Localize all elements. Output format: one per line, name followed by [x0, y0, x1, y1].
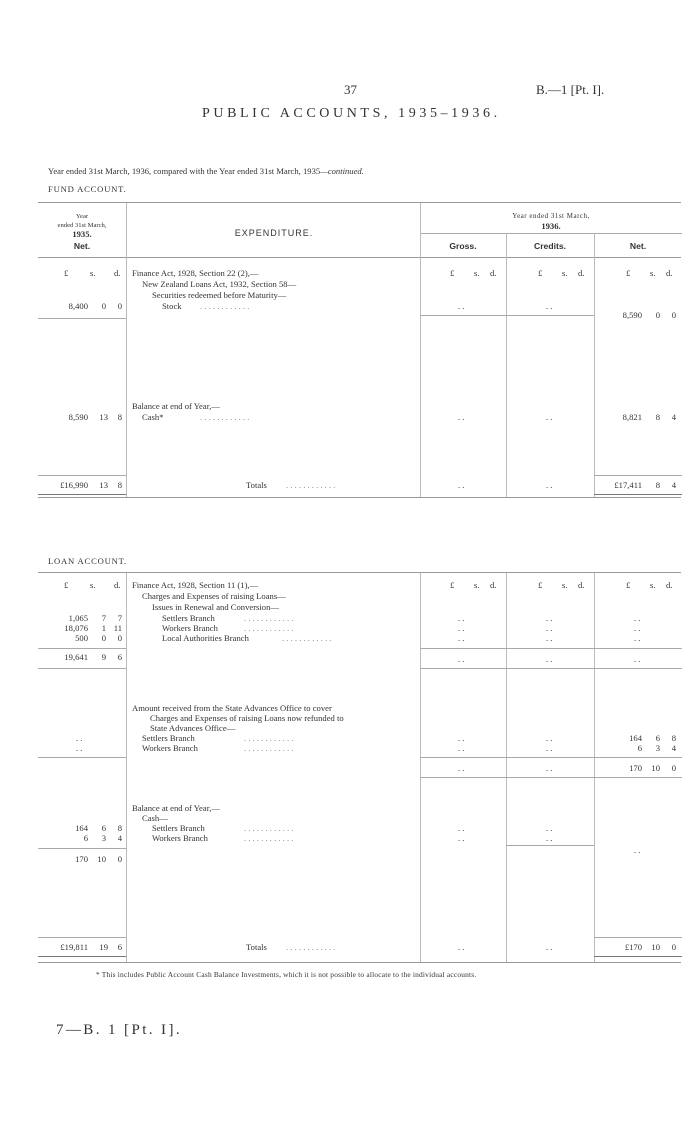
year-prev-l2: ended 31st March,	[57, 222, 107, 229]
year-prev-l1: Year	[75, 213, 89, 220]
fund-bottom-rule	[38, 497, 681, 498]
loan-totals-bottom-rule-net	[594, 956, 682, 957]
header-split-rule	[420, 233, 682, 234]
amount-pounds: 8,400	[68, 301, 88, 311]
loan-credits-bal-workers: . .	[546, 833, 553, 843]
loan-gross-bal-workers: . .	[458, 833, 465, 843]
amount-pounds: £170	[624, 942, 642, 952]
loan-local-label: Local Authorities Branch	[162, 633, 249, 643]
loan-totals-bottom-rule	[38, 956, 126, 957]
col-rule	[420, 203, 421, 497]
loan-workers-leader: . . . . . . . . . . . .	[244, 623, 294, 633]
page-title: PUBLIC ACCOUNTS, 1935–1936.	[202, 106, 501, 121]
loan-totals-top-rule	[38, 937, 126, 938]
col-rule	[126, 203, 127, 497]
loan-account-heading: LOAN ACCOUNT.	[48, 556, 127, 566]
loan-totals-top-rule-net	[594, 937, 682, 938]
shilling-sign: s.	[474, 580, 480, 590]
amount-pence: 4	[671, 480, 676, 490]
col-rule	[506, 573, 507, 963]
amount-pounds: £16,990	[60, 480, 88, 490]
amount-pounds: 170	[629, 763, 642, 773]
loan-net-workers-a: . .	[634, 623, 641, 633]
loan-sub1-rule-cur	[420, 648, 682, 649]
shilling-sign: s.	[650, 580, 656, 590]
amount-shillings: 0	[101, 633, 106, 643]
credits-header: Credits.	[534, 241, 566, 251]
fund-totals-label: Totals	[246, 480, 267, 490]
loan-refund-settlers-label: Settlers Branch	[142, 733, 195, 743]
net-cur-header: Net.	[629, 241, 647, 251]
loan-line2: Charges and Expenses of raising Loans—	[142, 591, 286, 601]
amount-shillings: 8	[655, 412, 660, 422]
loan-prev-refund-workers: . .	[76, 743, 83, 753]
pound-sign: £	[450, 268, 455, 278]
amount-pence: 4	[671, 412, 676, 422]
amount-pence: 4	[117, 833, 122, 843]
footnote: * This includes Public Account Cash Balance Investments, which it is not possible to allocate to the individual accounts.	[96, 970, 477, 979]
fund-cash-leader: . . . . . . . . . . . .	[200, 412, 250, 422]
col-rule	[420, 573, 421, 963]
year-cur-l2: 1936.	[541, 221, 561, 231]
fund-credits-total: . .	[546, 480, 553, 490]
loan-sub1-bottom-cur	[420, 668, 682, 669]
shilling-sign: s.	[90, 580, 96, 590]
loan-line3: Issues in Renewal and Conversion—	[152, 602, 279, 612]
loan-line1: Finance Act, 1928, Section 11 (1),—	[132, 580, 259, 590]
loan-credits-sub2: . .	[546, 763, 553, 773]
amount-pence: 8	[117, 412, 122, 422]
amount-pence: 0	[117, 854, 122, 864]
loan-settlers-leader: . . . . . . . . . . . .	[244, 613, 294, 623]
loan-amount-l1: Amount received from the State Advances Office to cover	[132, 703, 332, 713]
amount-pounds: £17,411	[614, 480, 642, 490]
fund-account-heading: FUND ACCOUNT.	[48, 184, 127, 194]
amount-pence: 8	[117, 823, 122, 833]
amount-pence: 0	[117, 633, 122, 643]
loan-gross-sub1: . .	[458, 654, 465, 664]
loan-credits-sub1: . .	[546, 654, 553, 664]
pence-sign: d.	[490, 268, 497, 278]
fund-credits-stock: . .	[546, 301, 553, 311]
amount-shillings: 10	[97, 854, 106, 864]
fund-totals-bottom-rule	[38, 494, 126, 495]
header-bottom-rule	[38, 257, 681, 258]
amount-pounds: 1,065	[68, 613, 88, 623]
amount-shillings: 9	[101, 652, 106, 662]
loan-gross-workers: . .	[458, 623, 465, 633]
year-prev-label	[38, 212, 126, 239]
fund-totals-bottom-rule-net	[594, 494, 682, 495]
document-reference: B.—1 [Pt. I].	[536, 82, 605, 97]
loan-refund-settlers-leader: . . . . . . . . . . . .	[244, 733, 294, 743]
loan-net-local-a: . .	[634, 633, 641, 643]
loan-bal-rule-credits	[506, 845, 594, 846]
amount-pounds: 8,590	[68, 412, 88, 422]
amount-pence: 6	[117, 942, 122, 952]
loan-top-rule	[38, 572, 681, 573]
pound-sign: £	[626, 580, 631, 590]
amount-pence: 4	[671, 743, 676, 753]
pound-sign: £	[538, 268, 543, 278]
fund-stock-rule	[420, 315, 594, 316]
amount-pence: 11	[113, 623, 122, 633]
amount-pence: 0	[671, 310, 676, 320]
pence-sign: d.	[666, 580, 673, 590]
fund-prev-rule	[38, 318, 126, 319]
amount-shillings: 13	[99, 412, 108, 422]
amount-pence: 0	[671, 942, 676, 952]
shilling-sign: s.	[474, 268, 480, 278]
year-prev-l3: 1935.	[72, 229, 92, 239]
amount-shillings: 3	[101, 833, 106, 843]
loan-credits-local: . .	[546, 633, 553, 643]
loan-gross-bal-settlers: . .	[458, 823, 465, 833]
col-rule	[506, 233, 507, 497]
shilling-sign: s.	[562, 268, 568, 278]
loan-refund-workers-label: Workers Branch	[142, 743, 198, 753]
loan-refund-workers-leader: . . . . . . . . . . . .	[244, 743, 294, 753]
year-cur-label	[420, 211, 682, 231]
amount-pounds: £19,811	[60, 942, 88, 952]
col-rule	[594, 233, 595, 497]
amount-shillings: 1	[101, 623, 106, 633]
amount-shillings: 3	[655, 743, 660, 753]
fund-line4: Stock	[162, 301, 182, 311]
gross-header: Gross.	[449, 241, 477, 251]
fund-gross-total: . .	[458, 480, 465, 490]
amount-pence: 0	[117, 301, 122, 311]
amount-shillings: 7	[101, 613, 106, 623]
year-cur-l1: Year ended 31st March,	[512, 212, 590, 220]
loan-sub2-bottom-cur	[420, 777, 682, 778]
loan-bal-settlers-label: Settlers Branch	[152, 823, 205, 833]
loan-net-sub1: . .	[634, 654, 641, 664]
loan-bal-settlers-leader: . . . . . . . . . . . .	[244, 823, 294, 833]
fund-stock-leader: . . . . . . . . . . . .	[200, 301, 250, 311]
loan-workers-label: Workers Branch	[162, 623, 218, 633]
fund-credits-cash: . .	[546, 412, 553, 422]
loan-totals-label: Totals	[246, 942, 267, 952]
col-rule	[126, 573, 127, 963]
loan-local-leader: . . . . . . . . . . . .	[282, 633, 332, 643]
col-rule	[594, 573, 595, 963]
pound-sign: £	[538, 580, 543, 590]
amount-shillings: 0	[655, 310, 660, 320]
fund-totals-leader: . . . . . . . . . . . .	[286, 480, 336, 490]
loan-amount-l2: Charges and Expenses of raising Loans now refunded to	[150, 713, 344, 723]
pound-sign: £	[64, 268, 69, 278]
page-subtitle	[48, 166, 364, 176]
loan-bal-workers-leader: . . . . . . . . . . . .	[244, 833, 294, 843]
pound-sign: £	[450, 580, 455, 590]
fund-balance-label: Balance at end of Year,—	[132, 401, 220, 411]
loan-net-bal: . .	[634, 845, 641, 855]
pence-sign: d.	[666, 268, 673, 278]
net-prev-header: Net.	[73, 241, 91, 251]
loan-bal-rule-prev	[38, 848, 126, 849]
loan-gross-sub2: . .	[458, 763, 465, 773]
page-number: 37	[344, 82, 357, 97]
fund-line1: Finance Act, 1928, Section 22 (2),—	[132, 268, 259, 278]
amount-shillings: 13	[99, 480, 108, 490]
loan-credits-bal-settlers: . .	[546, 823, 553, 833]
loan-gross-refund-workers: . .	[458, 743, 465, 753]
header-top-rule	[38, 202, 681, 203]
shilling-sign: s.	[90, 268, 96, 278]
loan-credits-workers: . .	[546, 623, 553, 633]
loan-cash-label: Cash—	[142, 813, 168, 823]
amount-pounds: 19,641	[64, 652, 88, 662]
fund-line2: New Zealand Loans Act, 1932, Section 58—	[142, 279, 297, 289]
amount-pence: 8	[117, 480, 122, 490]
loan-sub2-rule-cur	[420, 757, 682, 758]
amount-pounds: 18,076	[64, 623, 88, 633]
amount-pence: 6	[117, 652, 122, 662]
pence-sign: d.	[490, 580, 497, 590]
shilling-sign: s.	[650, 268, 656, 278]
fund-line3: Securities redeemed before Maturity—	[152, 290, 287, 300]
loan-balance-label: Balance at end of Year,—	[132, 803, 220, 813]
loan-sub2-rule-prev	[38, 757, 126, 758]
loan-settlers-label: Settlers Branch	[162, 613, 215, 623]
fund-totals-top-rule-net	[594, 475, 682, 476]
loan-sub1-rule-prev	[38, 648, 126, 649]
loan-gross-local: . .	[458, 633, 465, 643]
amount-shillings: 8	[655, 480, 660, 490]
amount-pounds: 164	[629, 733, 642, 743]
pound-sign: £	[626, 268, 631, 278]
loan-sub1-bottom-prev	[38, 668, 126, 669]
amount-shillings: 6	[655, 733, 660, 743]
loan-totals-leader: . . . . . . . . . . . .	[286, 942, 336, 952]
expenditure-header: EXPENDITURE.	[234, 228, 314, 238]
shilling-sign: s.	[562, 580, 568, 590]
subtitle-text: Year ended 31st March, 1936, compared with the Year ended 31st March, 1935	[48, 166, 321, 176]
fund-cash-label: Cash*	[142, 412, 164, 422]
amount-shillings: 19	[99, 942, 108, 952]
loan-gross-settlers: . .	[458, 613, 465, 623]
amount-pounds: 170	[75, 854, 88, 864]
amount-pence: 0	[671, 763, 676, 773]
fund-gross-stock: . .	[458, 301, 465, 311]
loan-credits-total: . .	[546, 942, 553, 952]
signature-mark: 7—B. 1 [Pt. I].	[56, 1022, 182, 1038]
amount-pounds: 6	[83, 833, 88, 843]
pence-sign: d.	[578, 580, 585, 590]
fund-totals-top-rule	[38, 475, 126, 476]
loan-prev-refund-settlers: . .	[76, 733, 83, 743]
loan-bottom-rule	[38, 962, 681, 963]
amount-pence: 7	[117, 613, 122, 623]
loan-credits-refund-workers: . .	[546, 743, 553, 753]
amount-shillings: 0	[101, 301, 106, 311]
pence-sign: d.	[114, 580, 121, 590]
pound-sign: £	[64, 580, 69, 590]
loan-gross-refund-settlers: . .	[458, 733, 465, 743]
pence-sign: d.	[114, 268, 121, 278]
loan-net-settlers-a: . .	[634, 613, 641, 623]
subtitle-continued: —continued.	[320, 166, 364, 176]
loan-bal-workers-label: Workers Branch	[152, 833, 208, 843]
amount-shillings: 10	[651, 763, 660, 773]
pence-sign: d.	[578, 268, 585, 278]
amount-pounds: 6	[637, 743, 642, 753]
amount-pounds: 164	[75, 823, 88, 833]
fund-gross-cash: . .	[458, 412, 465, 422]
amount-pounds: 8,590	[622, 310, 642, 320]
amount-pence: 8	[671, 733, 676, 743]
loan-gross-total: . .	[458, 942, 465, 952]
loan-amount-l3: State Advances Office—	[150, 723, 236, 733]
amount-pounds: 8,821	[622, 412, 642, 422]
amount-shillings: 10	[651, 942, 660, 952]
amount-pounds: 500	[75, 633, 88, 643]
loan-credits-refund-settlers: . .	[546, 733, 553, 743]
amount-shillings: 6	[101, 823, 106, 833]
loan-credits-settlers: . .	[546, 613, 553, 623]
